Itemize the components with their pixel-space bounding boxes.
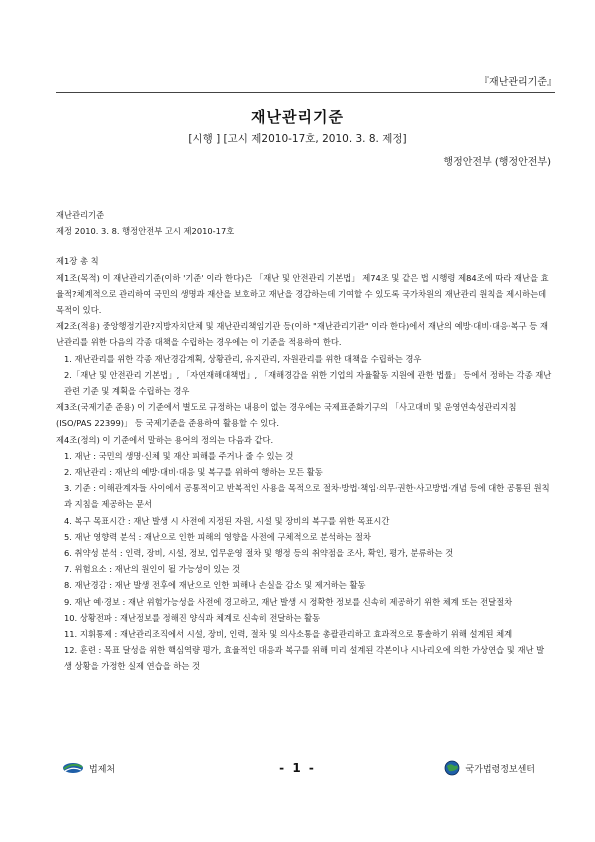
definition-item: 9. 재난 예·경보 : 재난 위험가능성을 사전에 경고하고, 재난 발생 시 정확한 정보를 신속히 제공하기 위한 체계 또는 전달절차 — [64, 596, 513, 607]
chapter-heading: 제1장 총 칙 — [56, 256, 99, 267]
page-number: - 1 - — [279, 761, 316, 775]
definition-item: 12. 훈련 : 목표 달성을 위한 핵심역량 평가, 효율적인 대응과 복구를 위해 미리 설계된 각본이나 시나리오에 의한 가상연습 및 재난 발생 상황을 가정한 실제 연습을 하는 것 — [64, 645, 545, 672]
article-2-item-1: 1. 재난관리를 위한 각종 재난경감계획, 상황관리, 유지관리, 자원관리를 위한 대책을 수립하는 경우 — [64, 353, 422, 364]
definition-item: 6. 취약성 분석 : 인력, 장비, 시설, 정보, 업무운영 절차 및 행정 등의 취약점을 조사, 확인, 평가, 분류하는 것 — [64, 548, 454, 559]
definition-item: 1. 재난 : 국민의 생명·신체 및 재산 피해를 주거나 줄 수 있는 것 — [64, 450, 294, 461]
article-1: 제1조(목적) 이 재난관리기준(이하 '기준' 이라 한다)은 「재난 및 안전관리 기본법」 제74조 및 같은 법 시행령 제84조에 따라 재난을 효율적?체계적으로 관리하여 국민의 생명과 재산을 보호하고 재난을 경감하는데 기여할 수 있도록 국가차원의 재난관리 원칙을 제시하는데 목적이 있다. — [56, 272, 549, 316]
law-center-globe-icon — [444, 760, 460, 776]
enactment-line: [시행 ] [고시 제2010-17호, 2010. 3. 8. 제정] — [188, 133, 407, 145]
article-2: 제2조(적용) 중앙행정기관?지방자치단체 및 재난관리책임기관 등(이하 "재난관리기관" 이라 한다)에서 재난의 예방·대비·대응·복구 등 재난관리를 위한 다음의 각종 대책을 수립하는 경우에는 이 기준을 적용하여 한다. — [56, 321, 548, 348]
definition-item: 3. 기준 : 이해관계자들 사이에서 공통적이고 반복적인 사용을 목적으로 절차·방법·책임·의무·권한·사고방법·개념 등에 대한 공통된 원칙과 지침을 제공하는 문서 — [64, 483, 550, 510]
definition-item: 11. 지휘통제 : 재난관리조직에서 시설, 장비, 인력, 절차 및 의사소통을 총괄관리하고 효과적으로 통솔하기 위해 설계된 체계 — [64, 629, 513, 640]
definition-item: 5. 재난 영향력 분석 : 재난으로 인한 피해의 영향을 사전에 구체적으로 분석하는 절차 — [64, 531, 371, 542]
article-3: 제3조(국제기준 준용) 이 기준에서 별도로 규정하는 내용이 없는 경우에는 국제표준화기구의 「사고대비 및 운영연속성관리지침(ISO/PAS 22399)」 등 국제기준을 준용하여 활용할 수 있다. — [56, 402, 517, 429]
document-title: 재난관리기준 — [251, 108, 344, 126]
definition-item: 7. 위험요소 : 재난의 원인이 될 가능성이 있는 것 — [64, 564, 241, 575]
ministry-name: 행정안전부 (행정안전부) — [443, 157, 551, 168]
definition-item: 10. 상황전파 : 재난정보를 정해진 양식과 체계로 신속히 전달하는 활동 — [64, 612, 321, 623]
document-body — [56, 207, 552, 675]
footer-left-label: 법제처 — [89, 764, 116, 775]
definition-item: 8. 재난경감 : 재난 발생 전후에 재난으로 인한 피해나 손실을 감소 및 제거하는 활동 — [64, 580, 366, 591]
enactment-info: 제정 2010. 3. 8. 행정안전부 고시 제2010-17호 — [56, 226, 235, 237]
definition-item: 4. 복구 목표시간 : 재난 발생 시 사전에 지정된 자원, 시설 및 장비의 복구를 위한 목표시간 — [64, 515, 390, 526]
header-rule — [56, 92, 555, 93]
footer-right-label: 국가법령정보센터 — [465, 764, 535, 775]
article-2-item-2: 2.「재난 및 안전관리 기본법」, 「자연재해대책법」, 「재해경감을 위한 기업의 자율활동 지원에 관한 법률」 등에서 정하는 각종 재난관련 기준 및 계획을 수립하는 경우 — [64, 369, 552, 397]
standard-name: 재난관리기준 — [56, 210, 105, 220]
footer-right — [444, 760, 535, 776]
definition-item: 2. 재난관리 : 재난의 예방·대비·대응 및 복구를 위하여 행하는 모든 활동 — [64, 467, 323, 478]
article-4: 제4조(정의) 이 기준에서 말하는 용어의 정의는 다음과 같다. — [56, 434, 274, 445]
page-footer — [60, 760, 535, 780]
header-tag: 『재난관리기준』 — [479, 77, 557, 88]
